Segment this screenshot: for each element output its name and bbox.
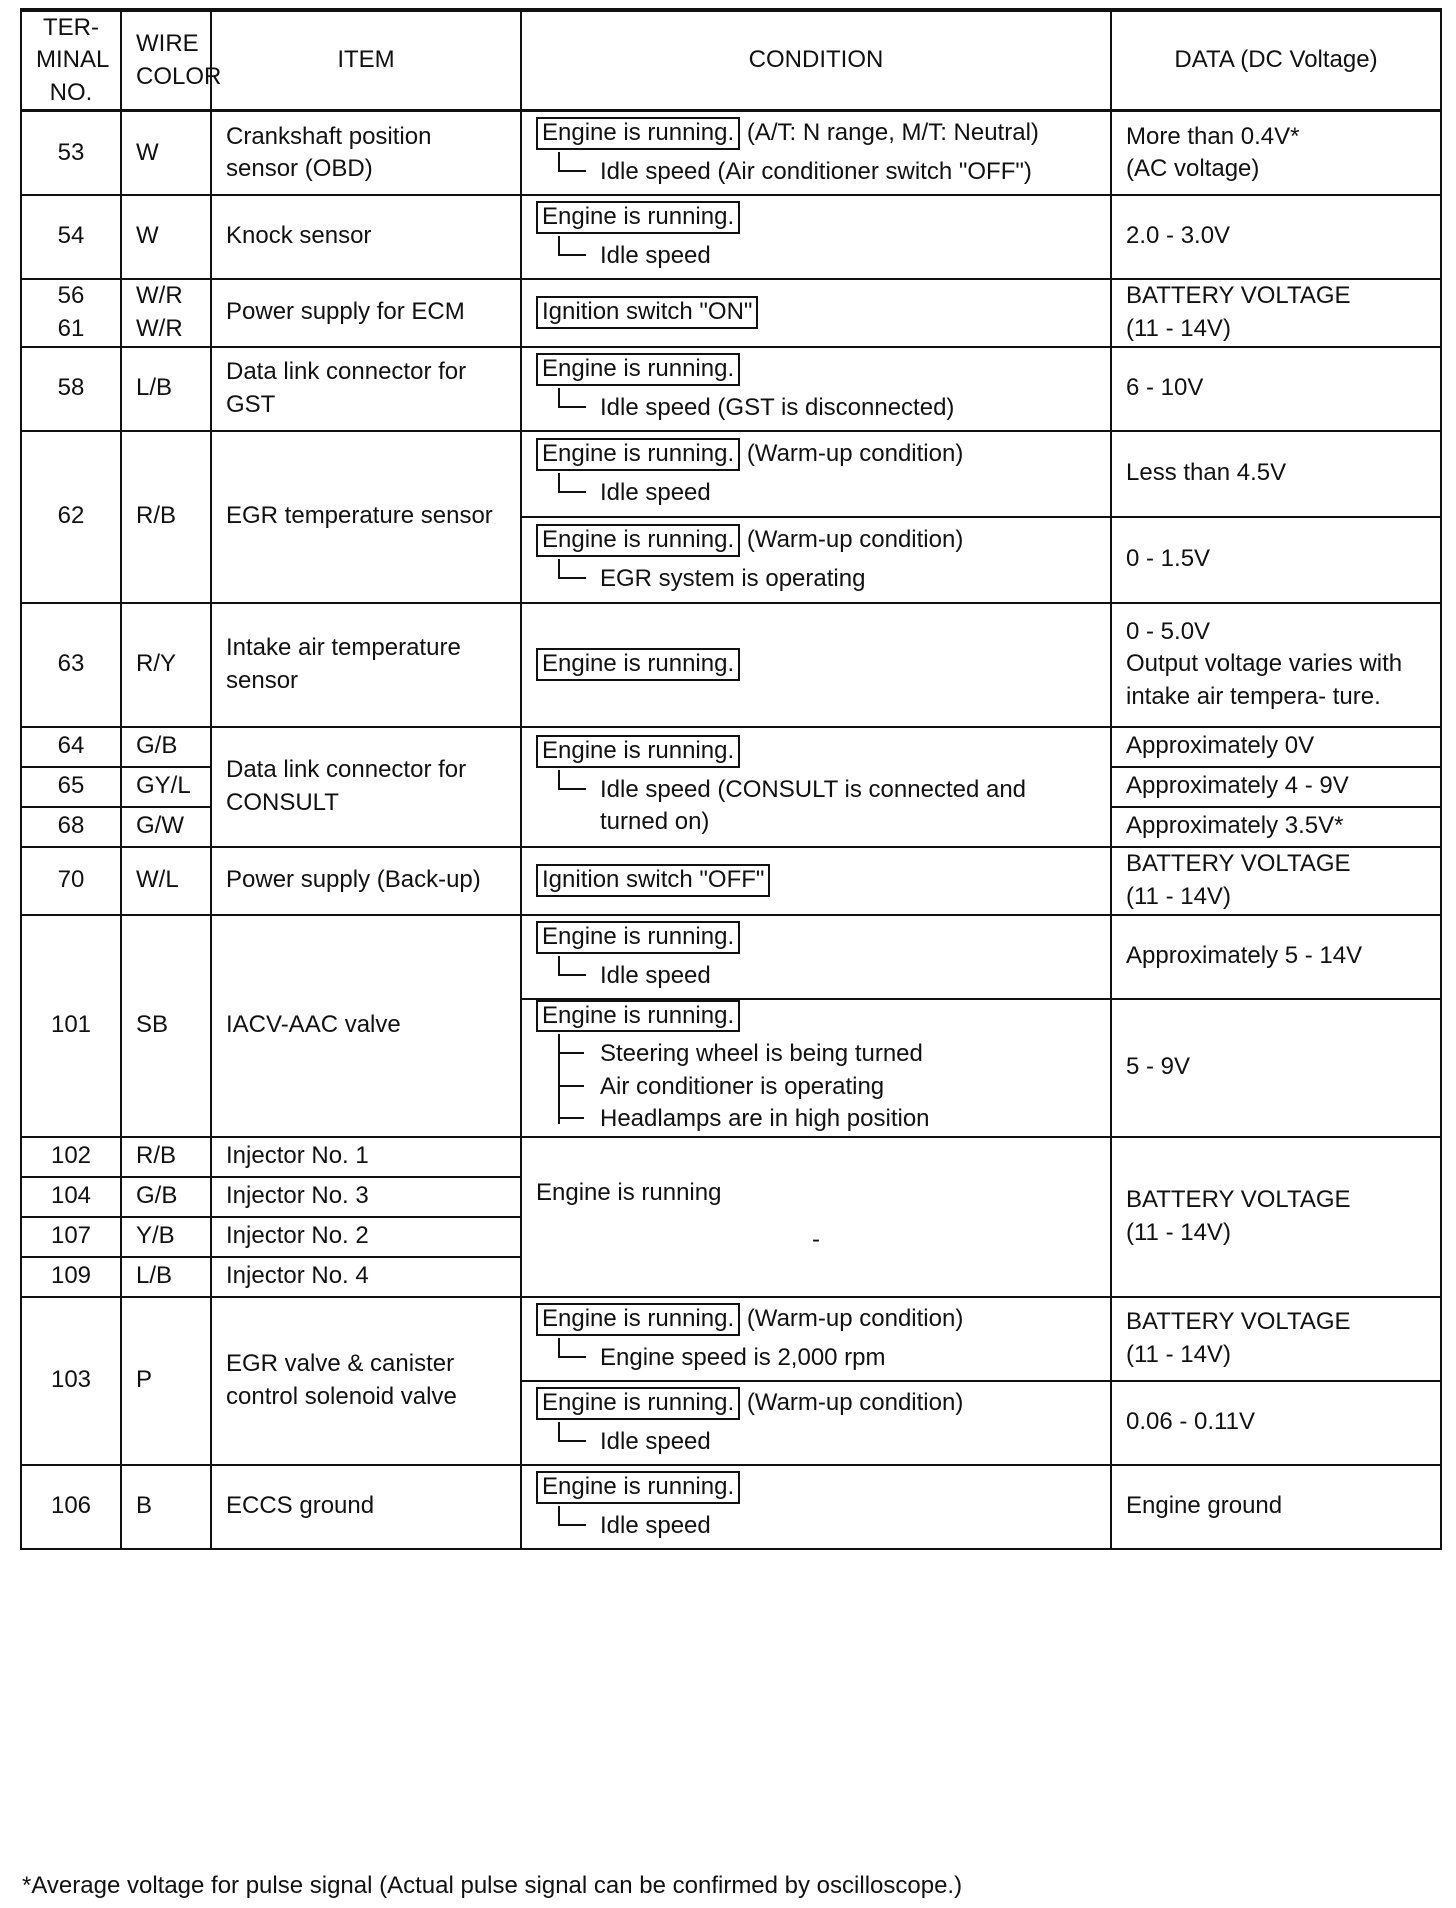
condition [521, 1381, 1111, 1465]
terminal-line: 61 [57, 314, 85, 342]
condition [521, 1137, 1111, 1297]
data-value [1111, 1297, 1441, 1381]
condition-box: Engine is running. [536, 1387, 740, 1420]
condition-box: Engine is running. [536, 201, 740, 234]
table-row [21, 1297, 1441, 1381]
wire-line: W/R [136, 282, 183, 310]
terminal-no: 62 [21, 431, 121, 603]
condition [521, 1465, 1111, 1549]
condition-sub-item: Headlamps are in high position [600, 1103, 1096, 1135]
condition [521, 111, 1111, 195]
terminal-no: 53 [21, 111, 121, 195]
condition [521, 915, 1111, 999]
condition-sub: Engine speed is 2,000 rpm [558, 1342, 1096, 1374]
wire-color: G/W [121, 807, 211, 847]
table-row [21, 111, 1441, 195]
data-value [1111, 847, 1441, 915]
terminal-no: 64 [21, 727, 121, 767]
wire-color: W [121, 111, 211, 195]
item: Injector No. 2 [211, 1217, 521, 1257]
condition [521, 431, 1111, 517]
table-row [21, 195, 1441, 279]
terminal-no: 101 [21, 915, 121, 1137]
condition-box: Engine is running. [536, 735, 740, 768]
condition-sub: Idle speed (GST is disconnected) [558, 392, 1096, 424]
data-line: BATTERY VOLTAGE [1126, 850, 1351, 878]
condition-sub-item: Steering wheel is being turned [600, 1038, 1096, 1070]
data-value: Approximately 0V [1111, 727, 1441, 767]
wire-color: P [121, 1297, 211, 1465]
item: Injector No. 3 [211, 1177, 521, 1217]
item: Injector No. 4 [211, 1257, 521, 1297]
condition-box: Engine is running. [536, 1000, 740, 1033]
condition [521, 847, 1111, 915]
wire-color: W/L [121, 847, 211, 915]
header-row [21, 10, 1441, 111]
condition-box: Engine is running. [536, 1303, 740, 1336]
item: IACV-AAC valve [211, 915, 521, 1137]
terminal-no: 70 [21, 847, 121, 915]
data-line: BATTERY VOLTAGE [1126, 1186, 1351, 1214]
data-value: Less than 4.5V [1111, 431, 1441, 517]
condition-sub-item: Air conditioner is operating [600, 1071, 1096, 1103]
terminal-no: 104 [21, 1177, 121, 1217]
condition-sub: Idle speed [558, 1426, 1096, 1458]
table-row [21, 727, 1441, 767]
condition [521, 603, 1111, 727]
header-item: ITEM [211, 10, 521, 111]
wire-color: W [121, 195, 211, 279]
condition [521, 999, 1111, 1137]
footnote: *Average voltage for pulse signal (Actual pulse signal can be confirmed by oscilloscope.) [22, 1872, 963, 1899]
data-value: 5 - 9V [1111, 999, 1441, 1137]
condition [521, 727, 1111, 847]
table-row [21, 1137, 1441, 1177]
wire-color: R/Y [121, 603, 211, 727]
condition-box: Ignition switch "OFF" [536, 864, 770, 897]
data-line: 0 - 5.0V [1126, 618, 1211, 646]
data-value: Engine ground [1111, 1465, 1441, 1549]
condition-note: (A/T: N range, M/T: Neutral) [746, 119, 1039, 147]
terminal-no: 106 [21, 1465, 121, 1549]
wire-color: G/B [121, 727, 211, 767]
condition-note: (Warm-up condition) [746, 440, 964, 468]
terminal-no [21, 279, 121, 347]
condition-box: Engine is running. [536, 438, 740, 471]
condition [521, 1297, 1111, 1381]
wire-line: W/R [136, 314, 183, 342]
data-value [1111, 603, 1441, 727]
table-row [21, 279, 1441, 347]
terminal-no: 103 [21, 1297, 121, 1465]
condition-box: Engine is running. [536, 921, 740, 954]
condition-note: (Warm-up condition) [746, 526, 964, 554]
item: Power supply for ECM [211, 279, 521, 347]
wire-color: L/B [121, 347, 211, 431]
terminal-no: 63 [21, 603, 121, 727]
header-data: DATA (DC Voltage) [1111, 10, 1441, 111]
data-value: 0 - 1.5V [1111, 517, 1441, 603]
condition-box: Engine is running. [536, 1471, 740, 1504]
condition-sub: Idle speed [558, 477, 1096, 509]
data-line: (11 - 14V) [1126, 1218, 1231, 1246]
item: Intake air temperature sensor [211, 603, 521, 727]
table-row [21, 847, 1441, 915]
wire-color: L/B [121, 1257, 211, 1297]
condition-sub: Idle speed [558, 240, 1096, 272]
terminal-no: 65 [21, 767, 121, 807]
item: EGR valve & canister control solenoid valve [211, 1297, 521, 1465]
condition-sub-list [558, 1038, 1096, 1135]
table-row [21, 1465, 1441, 1549]
condition-note: (Warm-up condition) [746, 1389, 964, 1417]
table-row [21, 347, 1441, 431]
terminal-no: 54 [21, 195, 121, 279]
condition-sub: Idle speed [558, 960, 1096, 992]
data-line: More than 0.4V* [1126, 122, 1300, 150]
terminal-line: 56 [57, 282, 85, 310]
data-line: Output voltage varies with intake air tempera- ture. [1126, 650, 1403, 710]
header-condition: CONDITION [521, 10, 1111, 111]
terminal-no: 107 [21, 1217, 121, 1257]
terminal-no: 102 [21, 1137, 121, 1177]
data-line: BATTERY VOLTAGE [1126, 1308, 1351, 1336]
condition-box: Engine is running. [536, 648, 740, 681]
data-value: 2.0 - 3.0V [1111, 195, 1441, 279]
wire-color: R/B [121, 1137, 211, 1177]
table-row [21, 603, 1441, 727]
item: Crankshaft position sensor (OBD) [211, 111, 521, 195]
wire-color: SB [121, 915, 211, 1137]
data-value: Approximately 4 - 9V [1111, 767, 1441, 807]
data-value: 0.06 - 0.11V [1111, 1381, 1441, 1465]
condition [521, 279, 1111, 347]
data-line: BATTERY VOLTAGE [1126, 282, 1351, 310]
condition [521, 517, 1111, 603]
condition-sub: Idle speed (CONSULT is connected and turned on) [558, 774, 1096, 839]
wire-color: Y/B [121, 1217, 211, 1257]
wire-color [121, 279, 211, 347]
item: Power supply (Back-up) [211, 847, 521, 915]
header-terminal-no: TER-MINAL NO. [21, 10, 121, 111]
item: ECCS ground [211, 1465, 521, 1549]
condition-sub: Idle speed (Air conditioner switch "OFF") [558, 156, 1096, 188]
terminal-no: 58 [21, 347, 121, 431]
condition [521, 195, 1111, 279]
item: EGR temperature sensor [211, 431, 521, 603]
data-value [1111, 1137, 1441, 1297]
data-line: (11 - 14V) [1126, 314, 1231, 342]
table-row [21, 431, 1441, 517]
data-line: (11 - 14V) [1126, 882, 1231, 910]
condition-dash: - [812, 1225, 820, 1253]
item: Knock sensor [211, 195, 521, 279]
condition-note: (Warm-up condition) [746, 1305, 964, 1333]
data-value: Approximately 5 - 14V [1111, 915, 1441, 999]
terminal-no: 68 [21, 807, 121, 847]
data-value: Approximately 3.5V* [1111, 807, 1441, 847]
data-line: (11 - 14V) [1126, 1340, 1231, 1368]
data-value [1111, 111, 1441, 195]
ecm-terminal-table [20, 8, 1442, 1550]
item: Data link connector for CONSULT [211, 727, 521, 847]
item: Injector No. 1 [211, 1137, 521, 1177]
condition-sub: Idle speed [558, 1510, 1096, 1542]
condition-box: Engine is running. [536, 524, 740, 557]
wire-color: R/B [121, 431, 211, 603]
data-line: (AC voltage) [1126, 154, 1260, 182]
wire-color: B [121, 1465, 211, 1549]
condition-box: Engine is running. [536, 117, 740, 150]
wire-color: GY/L [121, 767, 211, 807]
table-row [21, 915, 1441, 999]
data-value: 6 - 10V [1111, 347, 1441, 431]
wire-color: G/B [121, 1177, 211, 1217]
data-value [1111, 279, 1441, 347]
header-wire-color: WIRE COLOR [121, 10, 211, 111]
condition-sub: EGR system is operating [558, 563, 1096, 595]
condition-box: Ignition switch "ON" [536, 296, 758, 329]
condition-text: Engine is running [536, 1179, 722, 1207]
terminal-no: 109 [21, 1257, 121, 1297]
condition-box: Engine is running. [536, 353, 740, 386]
item: Data link connector for GST [211, 347, 521, 431]
condition [521, 347, 1111, 431]
